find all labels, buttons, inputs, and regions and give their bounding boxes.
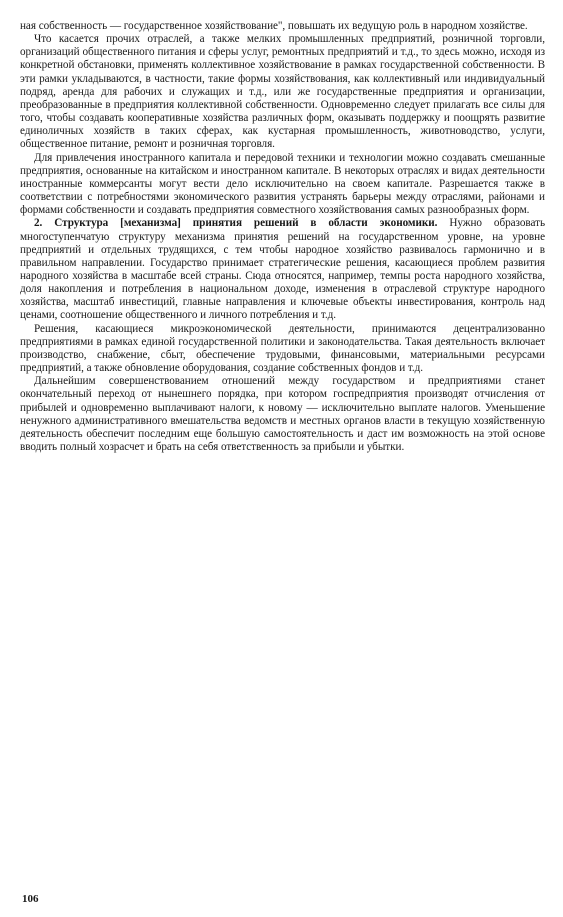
page-number: 106: [22, 893, 39, 905]
section-text: Нужно образовать многоступенчатую структуру механизма принятия решений на государственном уровне, на уровне предприятий и отдельных трудящихся, с тем чтобы народное хозяйство развивалось гармонично и в правильном направлении. Государство принимает стратегические решения, касающиеся проблем развития народного хозяйства в масштабе всей страны. Сюда относятся, например, темпы роста народного хозяйства, доля накопления и потребления в национальном доходе, изменения в отраслевой структуре народного хозяйства, масштаб инвестиций, главные направления и ключевые объекты инвестирования, контроль над ценами, соотношение общественного и личного потребления и т.д.: [20, 217, 545, 322]
paragraph-microeconomic-decisions: Решения, касающиеся микроэкономической деятельности, принимаются децентрализованно предприятиями в рамках единой государственной политики и законодательства. Такая деятельность включает производство, снабжение, сбыт, обеспечение трудовыми, финансовыми, материальными ресурсами предприятий, а также обновление оборудования, создание собственных фондов и т.д.: [20, 322, 545, 375]
paragraph-foreign-capital: Для привлечения иностранного капитала и передовой техники и технологии можно создавать смешанные предприятия, основанные на китайском и иностранном капитале. В некоторых отраслях и видах деятельности иностранные коммерсанты могут вести дело исключительно на своем капитале. Разрешается также в соответствии с потребностями экономического развития устранять барьеры между отраслями, районами и формами собственности и создавать предприятия совместного хозяйствования самых разнообразных форм.: [20, 151, 545, 217]
section-heading: 2. Структура [механизма] принятия решений в области экономики.: [34, 217, 438, 230]
paragraph-other-sectors: Что касается прочих отраслей, а также мелких промышленных предприятий, розничной торговли, организаций общественного питания и сферы услуг, ремонтных предприятий и т.д., то здесь можно, исходя из конкретной обстановки, применять коллективное хозяйствование в рамках государственной собственности. В эти рамки укладываются, в частности, такие формы хозяйствования, как коллективный или индивидуальный подряд, аренда для рабочих и служащих и т.д., или же государственные предприятия и организации, преобразованные в предприятия коллективной собственности. Одновременно следует прилагать все силы для того, чтобы создавать кооперативные хозяйства различных форм, оказывать поддержку и поощрять развитие единоличных хозяйств в таких сферах, как кустарная промышленность, животноводство, услуги, общественное питание, ремонт и розничная торговля.: [20, 33, 545, 151]
section-2-paragraph: [20, 217, 545, 322]
paragraph-continued: ная собственность — государственное хозяйствование", повышать их ведущую роль в народном хозяйстве.: [20, 20, 528, 32]
paragraph-state-enterprise-relations: Дальнейшим совершенствованием отношений между государством и предприятиями станет окончательный переход от нынешнего порядка, при котором госпредприятия производят отчисления от прибылей и одновременно выплачивают налоги, к новому — исключительно выплате налогов. Уменьшение ненужного административного вмешательства ведомств и местных органов власти в текущую хозяйственную деятельность обеспечит последним еще большую самостоятельность и даст им возможность на этой основе вводить полный хозрасчет и брать на себя ответственность за прибыли и убытки.: [20, 375, 545, 453]
